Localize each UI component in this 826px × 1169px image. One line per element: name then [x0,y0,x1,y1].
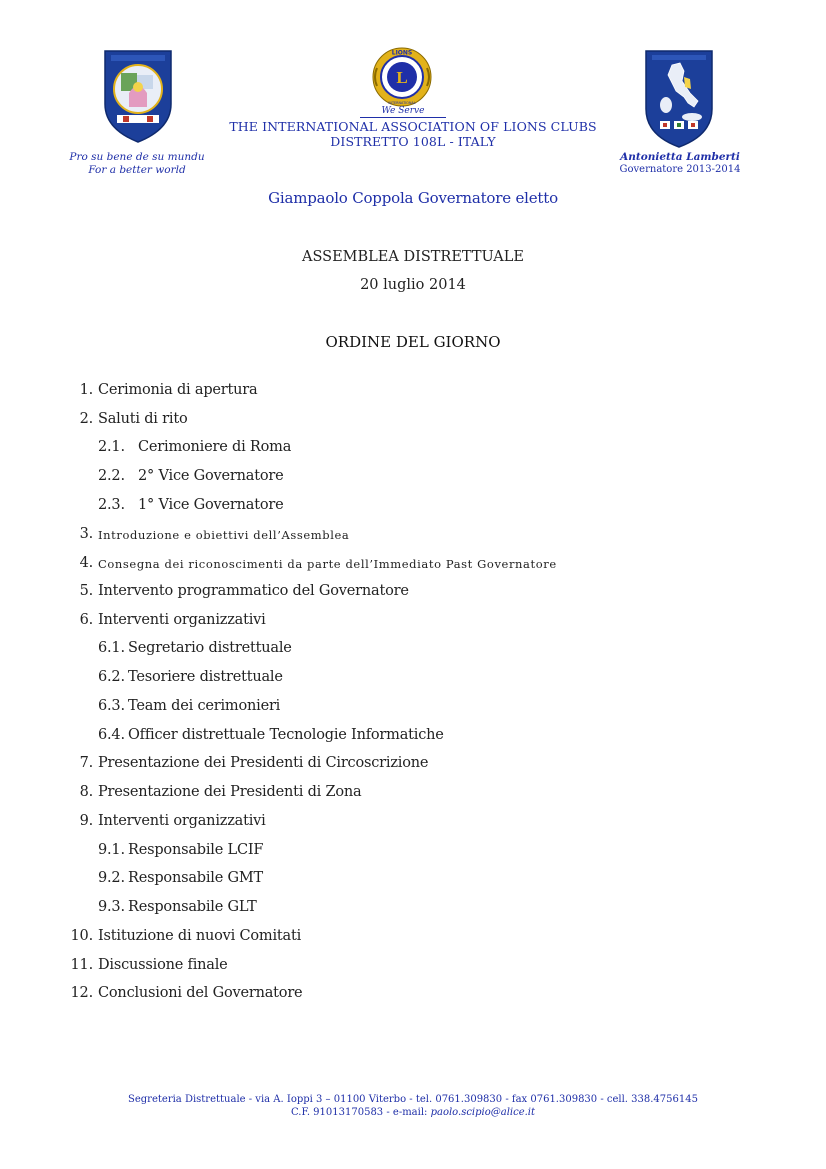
agenda-item-label: Responsabile LCIF [128,842,264,858]
agenda-item-label: Intervento programmatico del Governatore [98,583,409,599]
agenda-item-number: 6.1. [98,640,125,656]
agenda-item-label: Presentazione dei Presidenti di Zona [98,784,362,800]
agenda-item-label: Team dei cerimonieri [128,698,281,714]
agenda-item-number: 2.1. [98,439,125,455]
motto-line-2: For a better world [88,164,186,176]
agenda-item-number: 9.3. [98,899,125,915]
footer-email-link[interactable]: paolo.scipio@alice.it [430,1107,536,1118]
agenda-item-label: 1° Vice Governatore [138,497,284,513]
agenda-item-label: Interventi organizzativi [98,612,266,628]
district-crest-left-icon [103,49,173,144]
agenda-item-number: 2.3. [98,497,125,513]
agenda-item-label: Segretario distrettuale [128,640,292,656]
governor-name: Antonietta Lamberti [620,151,740,163]
motto-line-1: Pro su bene de su mundu [69,151,205,163]
district-crest-right-icon [644,49,714,149]
agenda-item-number: 10. [70,928,93,944]
lions-logo-word: LIONS [391,49,413,57]
governor-elect: Giampaolo Coppola Governatore eletto [268,189,558,207]
agenda-item-number: 4. [79,555,93,571]
agenda-item-label: Saluti di rito [98,411,188,427]
footer-contacts: Segreteria Distrettuale - via A. Ioppi 3 – 01100 Viterbo - tel. 0761.309830 - fax 0761.309830 - cell. 338.4756145 [128,1094,698,1105]
governor-role: Governatore 2013-2014 [619,164,741,175]
agenda-item-label: Istituzione di nuovi Comitati [98,928,302,944]
agenda-item-label: Responsabile GMT [128,870,264,886]
agenda-item-number: 9. [79,813,93,829]
agenda-item-label: Discussione finale [98,957,228,973]
agenda-item-number: 6.2. [98,669,125,685]
agenda-item-number: 11. [70,957,93,973]
agenda-item-label: Interventi organizzativi [98,813,266,829]
agenda-item-label: Responsabile GLT [128,899,257,915]
lions-club-logo-icon [371,46,433,108]
agenda-item-number: 3. [79,526,93,542]
event-title: ASSEMBLEA DISTRETTUALE [302,249,524,265]
agenda-item-label: Cerimonia di apertura [98,382,258,398]
agenda-item-number: 6. [79,612,93,628]
agenda-item-label: Tesoriere distrettuale [128,669,283,685]
agenda-item-number: 1. [79,382,93,398]
agenda-item-number: 9.2. [98,870,125,886]
agenda-item-label: Officer distrettuale Tecnologie Informatiche [128,727,444,743]
agenda-heading: ORDINE DEL GIORNO [325,333,501,351]
agenda-item-label: Conclusioni del Governatore [98,985,303,1001]
agenda-item-number: 7. [79,755,93,771]
footer-tax-email [40,1106,786,1119]
agenda-item-label: Presentazione dei Presidenti di Circoscrizione [98,755,429,771]
agenda-item-label: Cerimoniere di Roma [138,439,292,455]
footer-tax-code: C.F. 91013170583 - e-mail: [290,1107,431,1118]
we-serve-motto: We Serve [360,106,446,118]
agenda-item-number: 5. [79,583,93,599]
lions-logo-international: INTERNATIONAL [388,101,416,105]
agenda-item-number: 2. [79,411,93,427]
agenda-item-number: 12. [70,985,93,1001]
agenda-item-label: Introduzione e obiettivi dell’Assemblea [98,528,350,542]
agenda-item-number: 8. [79,784,93,800]
agenda-item-number: 6.3. [98,698,125,714]
association-name: THE INTERNATIONAL ASSOCIATION OF LIONS CLUBS [229,119,597,134]
agenda-item-number: 9.1. [98,842,125,858]
svg-text:L: L [396,68,408,87]
event-date: 20 luglio 2014 [360,277,466,293]
agenda-item-label: 2° Vice Governatore [138,468,284,484]
agenda-item-number: 2.2. [98,468,125,484]
district-name: DISTRETTO 108L - ITALY [330,134,496,149]
agenda-item-label: Consegna dei riconoscimenti da parte dell’Immediato Past Governatore [98,557,557,571]
agenda-item-number: 6.4. [98,727,125,743]
